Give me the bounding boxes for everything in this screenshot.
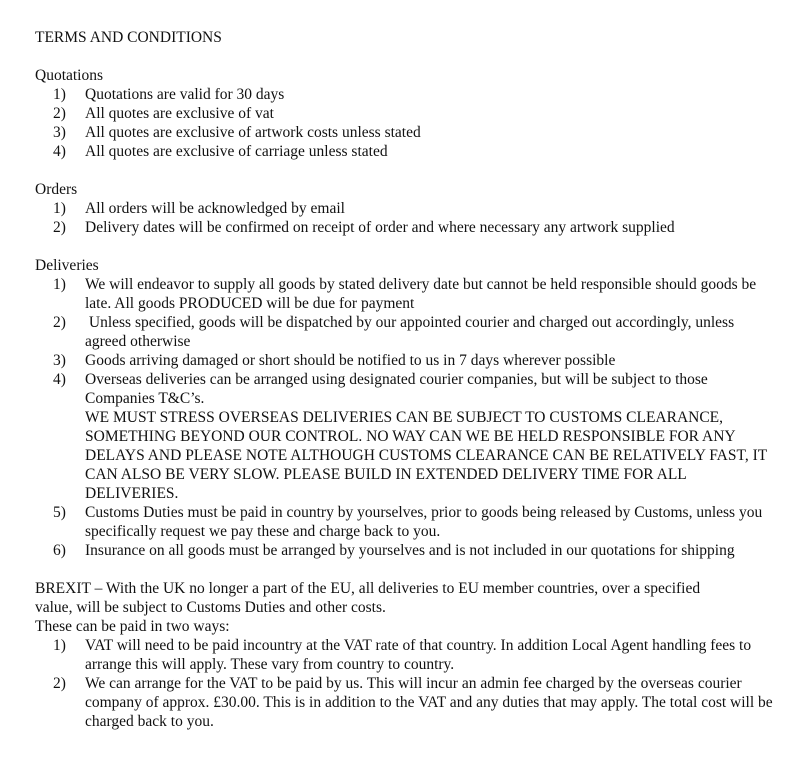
item-number: 2)	[53, 219, 66, 236]
orders-list	[35, 199, 795, 237]
customs-warning-note: WE MUST STRESS OVERSEAS DELIVERIES CAN BE SUBJECT TO CUSTOMS CLEARANCE, SOMETHING BEYOND OUR CONTROL. NO WAY CAN WE BE HELD RESPONSIBLE FOR ANY DELAYS AND PLEASE NOTE ALTHOUGH CUSTOMS CLEARANCE CAN BE RELATIVELY FAST, IT CAN ALSO BE VERY SLOW. PLEASE BUILD IN EXTENDED DELIVERY TIME FOR ALL DELIVERIES.	[85, 409, 767, 502]
section-brexit	[35, 579, 795, 731]
item-text: Quotations are valid for 30 days	[85, 86, 285, 103]
item-text: All quotes are exclusive of carriage unless stated	[85, 143, 388, 160]
list-item	[35, 370, 775, 503]
item-number: 2)	[53, 105, 66, 122]
item-number: 1)	[53, 86, 66, 103]
item-text: Overseas deliveries can be arranged using designated courier companies, but will be subject to those Companies T&C’s.	[85, 371, 708, 407]
item-text: Delivery dates will be confirmed on receipt of order and where necessary any artwork supplied	[85, 219, 675, 236]
section-heading: Quotations	[35, 67, 104, 84]
list-item	[35, 142, 775, 161]
item-number: 3)	[53, 124, 66, 141]
item-number: 2)	[53, 314, 66, 331]
list-item	[35, 275, 775, 313]
document-title: TERMS AND CONDITIONS	[35, 29, 222, 46]
item-text: Unless specified, goods will be dispatched by our appointed courier and charged out accordingly, unless agreed otherwise	[85, 314, 738, 350]
list-item	[35, 104, 775, 123]
item-number: 1)	[53, 637, 66, 654]
item-number: 4)	[53, 371, 66, 388]
section-deliveries	[35, 256, 795, 560]
item-number: 1)	[53, 276, 66, 293]
item-number: 1)	[53, 200, 66, 217]
list-item	[35, 313, 775, 351]
list-item	[35, 503, 775, 541]
item-text: We can arrange for the VAT to be paid by us. This will incur an admin fee charged by the overseas courier company of approx. £30.00. This is in addition to the VAT and any duties that may apply. The total cost will be charged back to you.	[85, 675, 773, 730]
quotations-list	[35, 85, 795, 161]
section-orders	[35, 180, 795, 237]
brexit-lead: These can be paid in two ways:	[35, 618, 230, 635]
list-item	[35, 199, 775, 218]
deliveries-list	[35, 275, 795, 560]
item-number: 5)	[53, 504, 66, 521]
item-text: Customs Duties must be paid in country by yourselves, prior to goods being released by Customs, unless you specifically request we pay these and charge back to you.	[85, 504, 763, 540]
item-number: 2)	[53, 675, 66, 692]
list-item	[35, 674, 775, 731]
list-item	[35, 123, 775, 142]
section-heading: Orders	[35, 181, 78, 198]
section-quotations	[35, 66, 795, 161]
brexit-list	[35, 636, 795, 731]
item-number: 6)	[53, 542, 66, 559]
terms-document	[35, 28, 795, 750]
section-heading: Deliveries	[35, 257, 99, 274]
item-text: VAT will need to be paid incountry at the VAT rate of that country. In addition Local Agent handling fees to arrange this will apply. These vary from country to country.	[85, 637, 752, 673]
list-item	[35, 351, 775, 370]
item-text: We will endeavor to supply all goods by stated delivery date but cannot be held responsible should goods be late. All goods PRODUCED will be due for payment	[85, 276, 757, 312]
item-text: Goods arriving damaged or short should be notified to us in 7 days wherever possible	[85, 352, 616, 369]
item-text: Insurance on all goods must be arranged by yourselves and is not included in our quotations for shipping	[85, 542, 735, 559]
list-item	[35, 541, 775, 560]
item-text: All quotes are exclusive of vat	[85, 105, 274, 122]
list-item	[35, 218, 775, 237]
item-number: 4)	[53, 143, 66, 160]
brexit-intro: BREXIT – With the UK no longer a part of the EU, all deliveries to EU member countries, over a specified value, will be subject to Customs Duties and other costs.	[35, 580, 701, 616]
list-item	[35, 85, 775, 104]
item-number: 3)	[53, 352, 66, 369]
item-text: All orders will be acknowledged by email	[85, 200, 345, 217]
item-text: All quotes are exclusive of artwork costs unless stated	[85, 124, 421, 141]
list-item	[35, 636, 775, 674]
